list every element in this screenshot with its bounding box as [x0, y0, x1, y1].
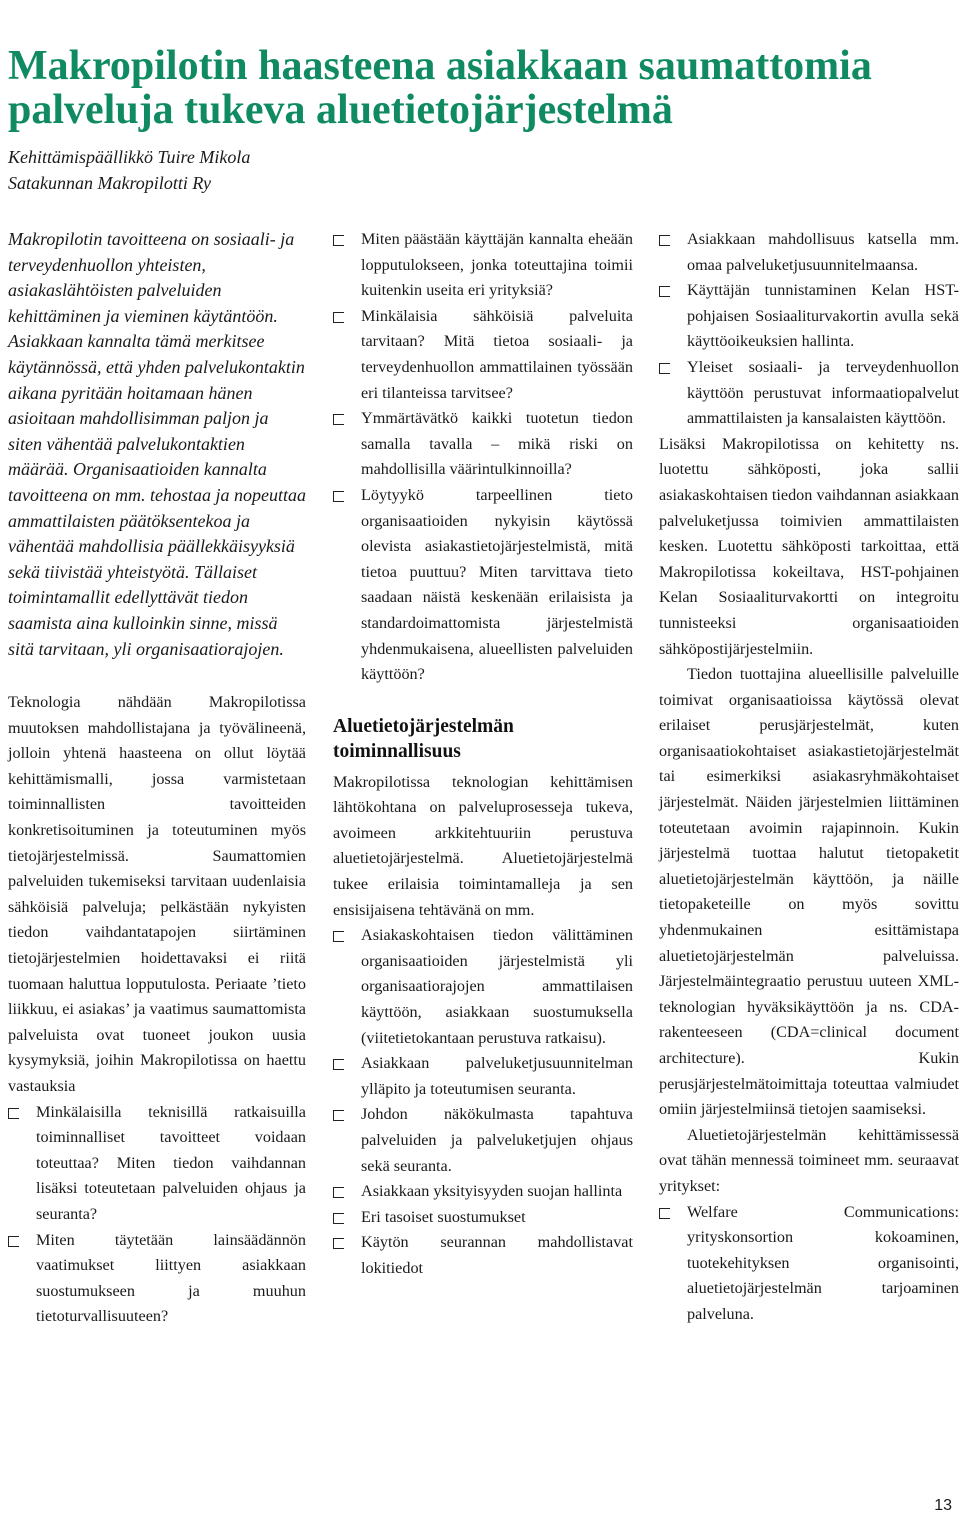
body-paragraph: Makropilotissa teknologian kehittämisen lähtökohtana on palveluprosesseja tukeva, avoimeen arkkitehtuuriin perustuva aluetietojärjestelmä. Aluetietojärjestelmä tukee erilaisia toimintamalleja ja sen ensisijaisena tehtävänä on mm.: [333, 772, 633, 919]
list-item: Käytön seurannan mahdollistavat lokitiedot: [333, 1230, 633, 1281]
company-list: [659, 1200, 959, 1328]
checkbox-bullet-icon: [333, 1238, 344, 1249]
checkbox-bullet-icon: [659, 363, 670, 374]
checkbox-bullet-icon: [8, 1108, 19, 1119]
function-list: [659, 227, 959, 432]
checkbox-bullet-icon: [659, 1208, 670, 1219]
checkbox-bullet-icon: [8, 1236, 19, 1247]
checkbox-bullet-icon: [333, 235, 344, 246]
checkbox-bullet-icon: [333, 1059, 344, 1070]
author-block: [8, 144, 250, 196]
list-item: Käyttäjän tunnistaminen Kelan HST-pohjaisen Sosiaaliturvakortin avulla sekä käyttöoikeuksien hallinta.: [659, 278, 959, 355]
article-title: Makropilotin haasteena asiakkaan saumattomia palveluja tukeva aluetietojärjestelmä: [8, 43, 872, 133]
list-item: Miten päästään käyttäjän kannalta eheään lopputulokseen, jonka toteuttajina toimii kuitenkin useita eri yrityksiä?: [333, 227, 633, 304]
body-paragraph: Teknologia nähdään Makropilotissa muutoksen mahdollistajana ja työvälineenä, jolloin yhtenä haasteena on ollut löytää kehittämismalli, jossa varmistetaan toiminnallisten tavoitteiden konkretisoituminen ja toteutuminen myös tietojärjestelmissä. Saumattomien palveluiden tukemiseksi tarvitaan uudenlaisia sähköisiä palveluja; pelkästään nykyisten tiedon vaihdantatapojen siirtäminen tietojärjestelmien hoidettavaksi ei riitä tuomaan haluttua lopputulosta. Periaate ’tieto liikkuu, ei asiakas’ ja vaatimus saumattomista palveluista ovat tuoneet joukon uusia kysymyksiä, joihin Makropilotissa on haettu vastauksia: [8, 693, 306, 1095]
list-item: Asiakkaan yksityisyyden suojan hallinta: [333, 1179, 633, 1205]
body-paragraph: Lisäksi Makropilotissa on kehitetty ns. luotettu sähköposti, joka sallii asiakaskohtaisen tiedon vaihdannan asiakkaan palveluketjussa toimivien ammattilaisten kesken. Luotettu sähköposti tarkoittaa, että Makropilotissa kokeiltava, HST-pohjainen Kelan Sosiaaliturvakortti on integroitu tunnisteeksi organisaatioiden sähköpostijärjestelmiin.: [659, 434, 959, 658]
list-item: Johdon näkökulmasta tapahtuva palveluiden ja palveluketjujen ohjaus sekä seuranta.: [333, 1102, 633, 1179]
section-heading: Aluetietojärjestelmän toiminnallisuus: [333, 715, 514, 762]
intro-paragraph: Makropilotin tavoitteena on sosiaali- ja terveydenhuollon yhteisten, asiakaslähtöisten palveluiden kehittäminen ja vieminen käytäntöön. Asiakkaan kannalta tämä merkitsee käytännössä, että yhden palvelukontaktin aikana pyritään hoitamaan hänen asioitaan mahdollisimman paljon ja siten vähentää palvelukontaktien määrää. Organisaatioiden kannalta tavoitteena on mm. tehostaa ja nopeuttaa ammattilaisten päätöksentekoa ja vähentää mahdollisia päällekkäisyyksiä sekä tiivistää yhteistyötä. Tällaiset toimintamallit edellyttävät tiedon saamista aina kulloinkin sinne, missä sitä tarvitaan, yli organisaatiorajojen.: [8, 229, 306, 659]
question-list: [8, 1100, 306, 1330]
checkbox-bullet-icon: [659, 286, 670, 297]
list-item: Ymmärtävätkö kaikki tuotetun tiedon samalla tavalla – mikä riski on mahdollisilla väärintulkinnoilla?: [333, 406, 633, 483]
checkbox-bullet-icon: [659, 235, 670, 246]
author-organization: Satakunnan Makropilotti Ry: [8, 173, 211, 193]
list-item: Asiakkaan palveluketjusuunnitelman ylläpito ja toteutumisen seuranta.: [333, 1051, 633, 1102]
list-item: Löytyykö tarpeellinen tieto organisaatioiden nykyisin käytössä olevista asiakastietojärjestelmistä, mitä tietoa puuttuu? Miten tarvittava tieto saadaan näistä keskenään erilaisista ja standardoimattomista järjestelmistä yhdenmukaisena, alueellisten palveluiden käyttöön?: [333, 483, 633, 688]
column-2: [333, 227, 633, 1282]
page-number: 13: [934, 1497, 952, 1514]
checkbox-bullet-icon: [333, 312, 344, 323]
checkbox-bullet-icon: [333, 1187, 344, 1198]
list-item: Welfare Communications: yrityskonsortion kokoaminen, tuotekehityksen organisointi, aluetietojärjestelmän tarjoaminen palveluna.: [659, 1200, 959, 1328]
checkbox-bullet-icon: [333, 1213, 344, 1224]
checkbox-bullet-icon: [333, 1110, 344, 1121]
list-item: Asiakkaan mahdollisuus katsella mm. omaa palveluketjusuunnitelmaansa.: [659, 227, 959, 278]
list-item: Minkälaisilla teknisillä ratkaisuilla toiminnalliset tavoitteet voidaan toteuttaa? Miten tiedon vaihdannan lisäksi toteutetaan palveluiden ohjaus ja seuranta?: [8, 1100, 306, 1228]
list-item: Miten täytetään lainsäädännön vaatimukset liittyen asiakkaan suostumukseen ja muuhun tietoturvallisuuteen?: [8, 1228, 306, 1330]
list-item: Asiakaskohtaisen tiedon välittäminen organisaatioiden järjestelmistä yli organisaatiorajojen ammattilaisen käyttöön, asiakkaan suostumuksella (viitetietokantaan perustuva ratkaisu).: [333, 923, 633, 1051]
checkbox-bullet-icon: [333, 491, 344, 502]
author-name: Kehittämispäällikkö Tuire Mikola: [8, 147, 251, 167]
body-paragraph: Tiedon tuottajina alueellisille palveluille toimivat organisaatioissa käytössä olevat erilaiset perusjärjestelmät, kuten organisaatiokohtaiset asiakastietojärjestelmät tai esimerkiksi asiakasryhmäkohtaiset järjestelmät. Näiden järjestelmien liittäminen toteutetaan avoimin rajapinnoin. Kukin järjestelmä tuottaa halutut tietopaketit aluetietojärjestelmän käyttöön, ja näille tietopaketeille on myös sovittu yhdenmukainen esittämistapa aluetietojärjestelmän palveluissa. Järjestelmäintegraatio perustuu uuteen XML-teknologian hyväksikäyttöön ja ns. CDA-rakenteeseen (CDA=clinical document architecture). Kukin perusjärjestelmätoimittaja toteuttaa valmiudet omiin järjestelmiinsä tietojen saamiseksi.: [659, 665, 959, 1119]
column-3: [659, 227, 959, 1328]
checkbox-bullet-icon: [333, 414, 344, 425]
question-list: [333, 227, 633, 688]
list-item: Yleiset sosiaali- ja terveydenhuollon käyttöön perustuvat informaatiopalvelut ammattilaisten ja kansalaisten käyttöön.: [659, 355, 959, 432]
column-1: [8, 227, 306, 1330]
function-list: [333, 923, 633, 1281]
checkbox-bullet-icon: [333, 931, 344, 942]
list-item: Eri tasoiset suostumukset: [333, 1205, 633, 1231]
list-item: Minkälaisia sähköisiä palveluita tarvitaan? Mitä tietoa sosiaali- ja terveydenhuollon ammattilainen työssään eri tilanteissa tarvitsee?: [333, 304, 633, 406]
body-paragraph: Aluetietojärjestelmän kehittämissessä ovat tähän mennessä toimineet mm. seuraavat yritykset:: [659, 1125, 959, 1195]
